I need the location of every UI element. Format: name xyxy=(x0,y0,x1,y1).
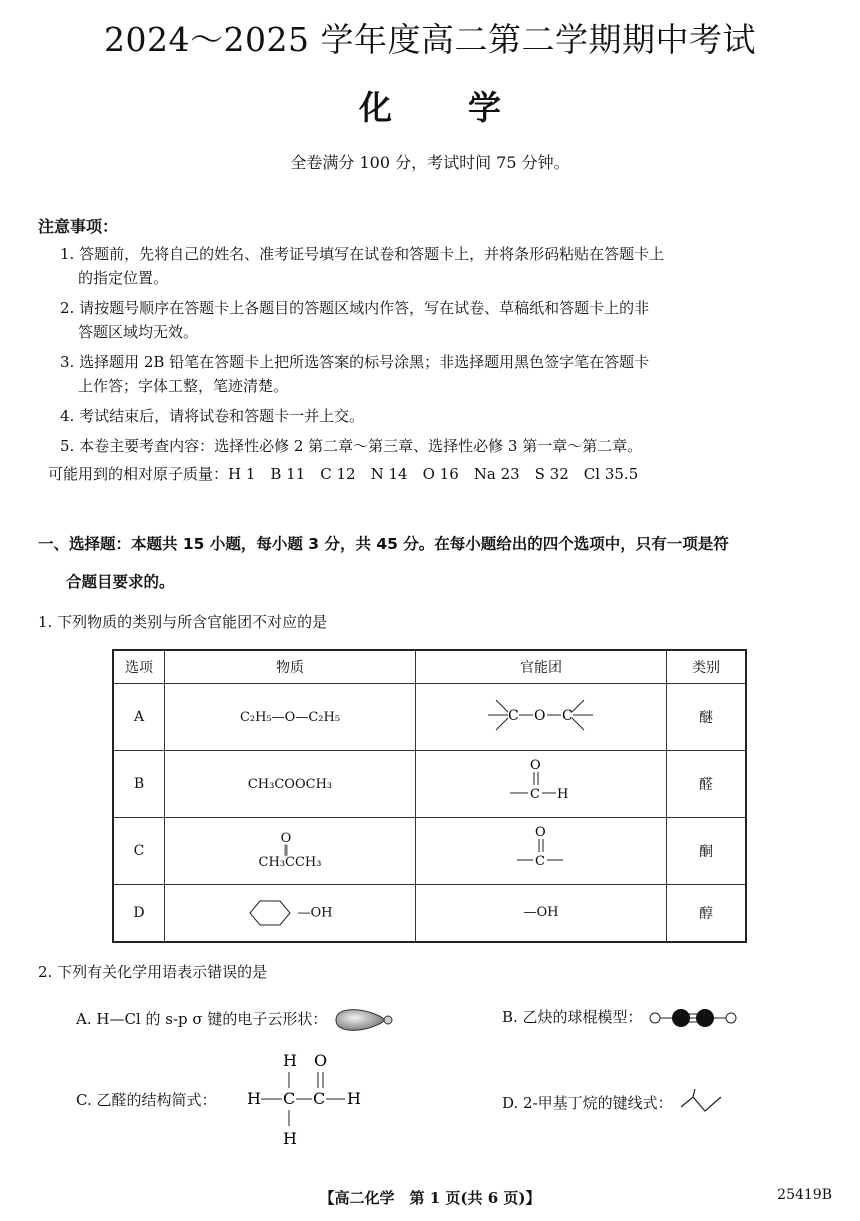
atomic-mass-line: 可能用到的相对原子质量：H 1 B 11 C 12 N 14 O 16 Na 23 S 32 Cl 35.5 xyxy=(48,465,639,483)
notice-item-3: 3. 选择题用 2B 铅笔在答题卡上把所选答案的标号涂黑；非选择题用黑色签字笔在答题卡 xyxy=(60,353,650,371)
subject-char-2: 学 xyxy=(468,88,501,127)
th-substance: 物质 xyxy=(165,650,416,684)
q2-option-a xyxy=(76,1006,394,1034)
svg-text:O: O xyxy=(530,758,541,773)
score-line: 全卷满分 100 分，考试时间 75 分钟。 xyxy=(290,153,570,172)
row-a-option: A xyxy=(113,684,165,751)
acetaldehyde-structure-icon xyxy=(244,1048,369,1148)
svg-text:C: C xyxy=(508,708,519,724)
table-row xyxy=(113,684,746,751)
notice-item-2-cont: 答题区域均无效。 xyxy=(78,323,199,341)
row-d-substance xyxy=(165,885,416,942)
ether-oxygen: O xyxy=(534,708,546,724)
row-a-substance: C₂H₅—O—C₂H₅ xyxy=(165,684,416,751)
acetone-formula: CH₃CCH₃ xyxy=(258,854,322,870)
svg-text:O: O xyxy=(314,1051,328,1070)
paper-code: 25419B xyxy=(777,1187,832,1203)
q1-stem: 1. 下列物质的类别与所含官能团不对应的是 xyxy=(38,613,328,631)
svg-text:H: H xyxy=(283,1129,297,1148)
row-c-group xyxy=(416,818,667,885)
page-footer: 【高二化学 第 1 页(共 6 页)】 xyxy=(319,1189,541,1207)
2-methylbutane-skeletal-icon xyxy=(677,1089,725,1119)
row-b-substance: CH₃COOCH₃ xyxy=(165,751,416,818)
row-d-group: —OH xyxy=(416,885,667,942)
th-category: 类别 xyxy=(667,650,747,684)
row-d-category: 醇 xyxy=(667,885,747,942)
aldehyde-group-structure xyxy=(506,755,576,809)
notice-heading: 注意事项： xyxy=(38,217,119,236)
q1-table xyxy=(112,649,747,943)
notice-item-3-cont: 上作答；字体工整，笔迹清楚。 xyxy=(78,377,289,395)
q2-option-d-text: D. 2-甲基丁烷的键线式： xyxy=(502,1094,673,1112)
subject-char-1: 化 xyxy=(359,88,392,127)
q2-option-d xyxy=(502,1089,725,1119)
sp-sigma-orbital-icon xyxy=(332,1006,394,1034)
q2-option-c: C. 乙醛的结构简式： xyxy=(76,1091,217,1109)
th-group: 官能团 xyxy=(416,650,667,684)
svg-text:C: C xyxy=(283,1089,296,1108)
row-c-substance: O ‖ CH₃CCH₃ xyxy=(165,818,416,885)
notice-list xyxy=(48,242,830,486)
notice-item-5: 5. 本卷主要考查内容：选择性必修 2 第二章～第三章、选择性必修 3 第一章～第二章。 xyxy=(60,437,643,455)
acetylene-ball-stick-icon xyxy=(647,1006,739,1030)
notice-item-4: 4. 考试结束后，请将试卷和答题卡一并上交。 xyxy=(60,407,365,425)
row-c-option: C xyxy=(113,818,165,885)
notice-item-1: 1. 答题前，先将自己的姓名、准考证号填写在试卷和答题卡上，并将条形码粘贴在答题卡上 xyxy=(60,245,665,263)
section-heading-line2: 合题目要求的。 xyxy=(66,573,175,591)
row-b-option: B xyxy=(113,751,165,818)
section-heading-line1: 一、选择题：本题共 15 小题，每小题 3 分，共 45 分。在每小题给出的四个选项中，只有一项是符 xyxy=(38,535,729,553)
section-heading xyxy=(38,525,838,601)
exam-title: 2024～2025 学年度高二第二学期期中考试 xyxy=(104,20,756,59)
notice-item-1-cont: 的指定位置。 xyxy=(78,269,169,287)
svg-text:O: O xyxy=(535,825,546,840)
q2-option-b xyxy=(502,1006,739,1030)
svg-text:C: C xyxy=(535,854,545,869)
row-b-category: 醛 xyxy=(667,751,747,818)
notice-item-2: 2. 请按题号顺序在答题卡上各题目的答题区域内作答，写在试卷、草稿纸和答题卡上的非 xyxy=(60,299,650,317)
th-option: 选项 xyxy=(113,650,165,684)
table-header-row xyxy=(113,650,746,684)
table-row xyxy=(113,751,746,818)
q2-stem: 2. 下列有关化学用语表示错误的是 xyxy=(38,963,268,981)
svg-text:H: H xyxy=(347,1089,361,1108)
row-c-category: 酮 xyxy=(667,818,747,885)
cyclohexane-ring-icon xyxy=(248,898,298,928)
row-a-category: 醚 xyxy=(667,684,747,751)
row-b-group xyxy=(416,751,667,818)
cyclohexanol-oh: —OH xyxy=(297,905,333,921)
svg-text:C: C xyxy=(530,787,540,802)
svg-text:H: H xyxy=(283,1051,297,1070)
q2-option-a-text: A. H—Cl 的 s-p σ 键的电子云形状： xyxy=(76,1010,328,1028)
svg-text:C: C xyxy=(313,1089,326,1108)
svg-text:C: C xyxy=(562,708,573,724)
row-d-option: D xyxy=(113,885,165,942)
row-a-group xyxy=(416,684,667,751)
table-row xyxy=(113,885,746,942)
ketone-group-structure xyxy=(511,822,571,876)
q2-option-b-text: B. 乙炔的球棍模型： xyxy=(502,1008,643,1026)
svg-text:H: H xyxy=(557,787,569,802)
ether-group-structure xyxy=(486,690,596,740)
subject-title xyxy=(0,82,860,129)
svg-text:H: H xyxy=(247,1089,261,1108)
table-row xyxy=(113,818,746,885)
